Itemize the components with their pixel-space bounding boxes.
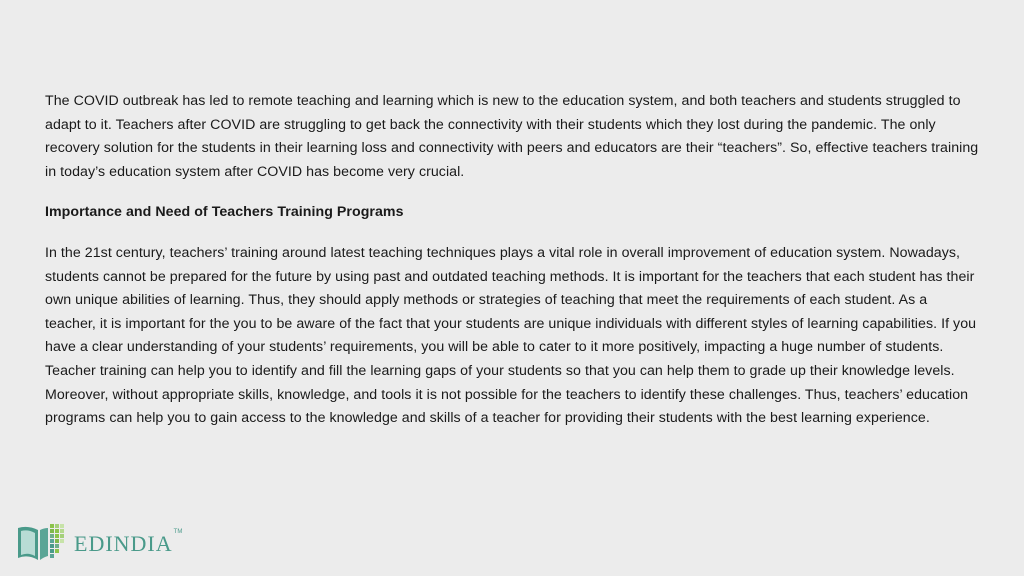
body-paragraph: In the 21st century, teachers’ training around latest teaching techniques plays a vital role in overall improvement of education system. Nowadays, students cannot be prepared for the future by using past and outdated teaching methods. It is important for the teachers that each student has their own unique abilities of learning. Thus, they should apply methods or strategies of teaching that meet the requirements of each student. As a teacher, it is important for the you to be aware of the fact that your students are unique individuals with different styles of learning capabilities. If you have a clear understanding of your students’ requirements, you will be able to cater to it more positively, impacting a huge number of students. Teacher training can help you to identify and fill the learning gaps of your students so that you can help them to grade up their knowledge levels. Moreover, without appropriate skills, knowledge, and tools it is not possible for the teachers to identify these challenges. Thus, teachers’ education programs can help you to gain access to the knowledge and skills of a teacher for providing their students with the best learning experience.: [45, 244, 977, 427]
logo-wordmark: EDINDIA: [74, 531, 173, 556]
logo-trademark: TM: [173, 529, 183, 535]
section-heading: Importance and Need of Teachers Training Programs: [45, 204, 404, 221]
slide-content: [45, 90, 980, 431]
edindia-logo: [16, 520, 182, 564]
intro-paragraph: The COVID outbreak has led to remote teaching and learning which is new to the education system, and both teachers and students struggled to adapt to it. Teachers after COVID are struggling to get back the connectivity with their students which they lost during the pandemic. The only recovery solution for the students in their learning loss and connectivity with peers and educators are their “teachers”. So, effective teachers training in today’s education system after COVID has become very crucial.: [45, 93, 979, 180]
book-icon: [16, 520, 68, 564]
